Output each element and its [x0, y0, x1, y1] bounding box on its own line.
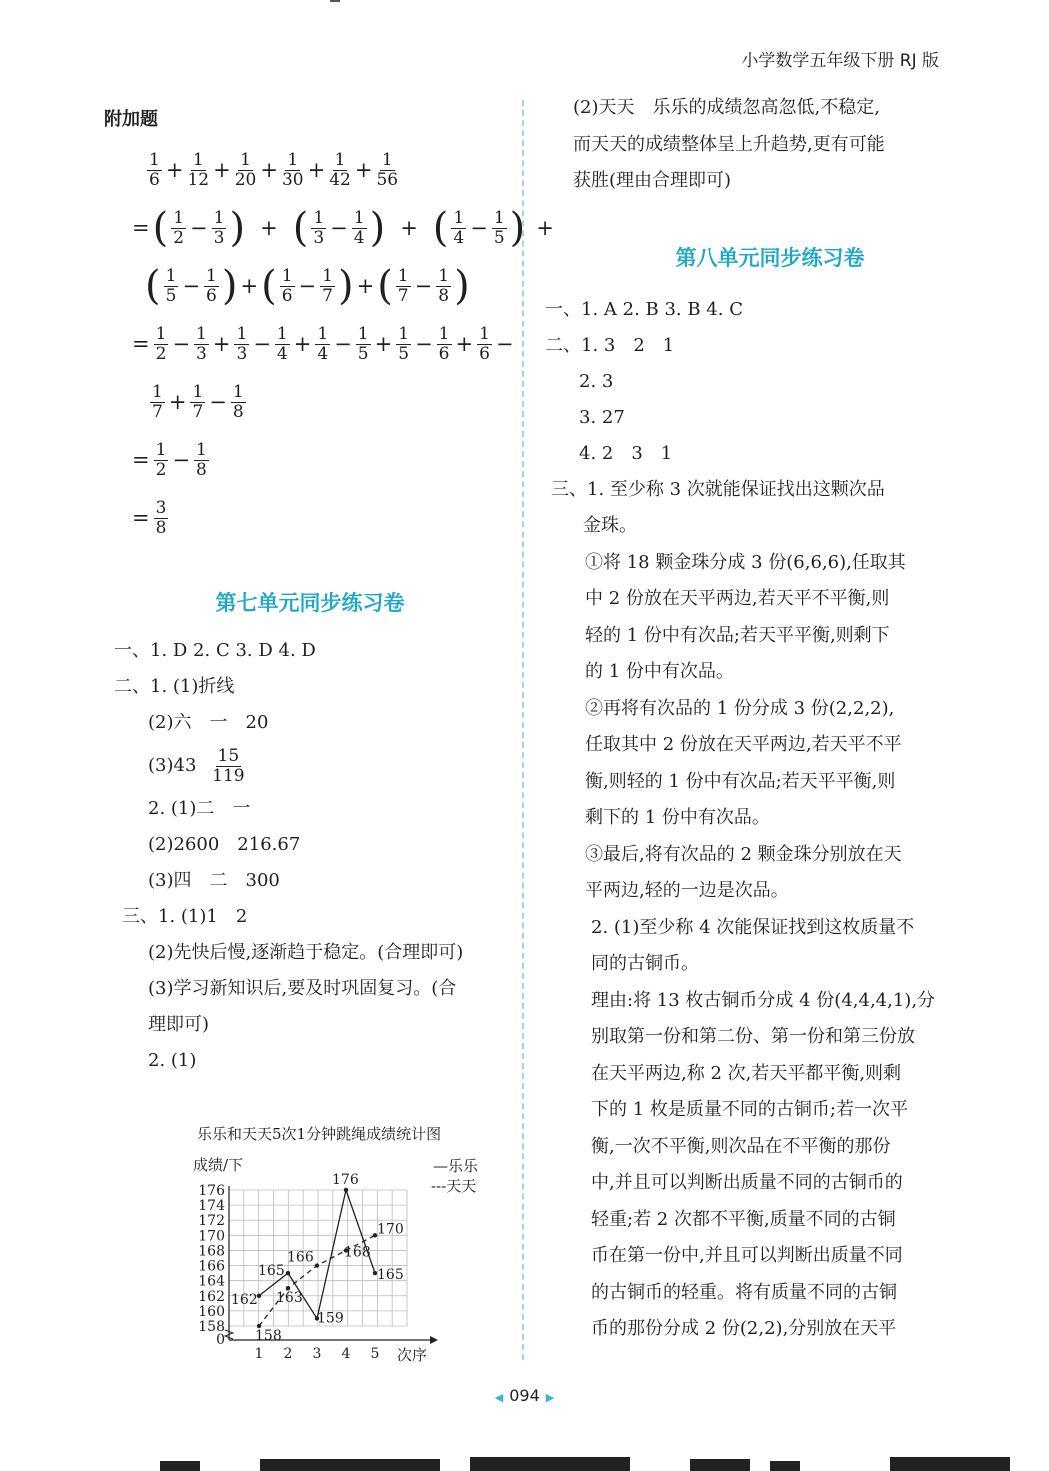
y-tick-label: 166	[198, 1258, 225, 1275]
answer-line: 金珠。	[583, 515, 637, 536]
answer-line: 轻重;若 2 次都不平衡,质量不同的古铜	[591, 1208, 896, 1230]
answer-line: 中,并且可以判断出质量不同的古铜币的	[591, 1172, 903, 1193]
y-tick-label: 172	[198, 1213, 225, 1230]
line-chart	[185, 1118, 535, 1368]
math-line-4: = $\frac{1}{2}$ − $\frac{1}{3}$ + $\frac{1}{3}$ − $\frac{1}{4}$ + $\frac{1}{4}$ − $\frac{1}{5}$ + $\frac{1}{5}$ − $\frac{1}{6}$ + $\frac{1}{6}$ −	[132, 323, 514, 364]
fraction: $\frac{1}{42}$	[329, 149, 351, 190]
data-label: 170	[377, 1221, 404, 1238]
data-label: 165	[377, 1267, 404, 1284]
equals-sign: =	[132, 332, 150, 356]
legend-entry: —乐乐	[433, 1157, 479, 1175]
unit8-title: 第八单元同步练习卷	[675, 245, 865, 270]
y-tick-label: 0	[216, 1332, 225, 1348]
answer-line: 4. 2 3 1	[579, 442, 673, 464]
left-column	[100, 105, 554, 1079]
answer-line: (2)六 一 20	[148, 712, 269, 733]
answer-line: 下的 1 枚是质量不同的古铜币;若一次平	[591, 1099, 908, 1120]
data-label: 176	[332, 1172, 359, 1188]
answer-line: 2. (1)	[148, 1050, 197, 1071]
unit7-continuation	[545, 90, 985, 200]
y-axis-label: 成绩/下	[193, 1156, 244, 1174]
answer-line: 的 1 份中有次品。	[585, 661, 734, 682]
unit8-answers	[545, 292, 985, 472]
fraction: $\frac{1}{20}$	[234, 149, 257, 190]
answer-line: 而天天的成绩整体呈上升趋势,更有可能	[573, 133, 885, 155]
answer-line: 理即可)	[148, 1014, 210, 1035]
y-tick-label: 168	[198, 1243, 225, 1260]
data-label: 163	[276, 1290, 303, 1307]
x-tick-label: 4	[341, 1346, 351, 1362]
unit7-answers	[100, 633, 520, 1079]
right-arrow-icon: ▶	[545, 1391, 555, 1404]
x-axis-arrow	[430, 1336, 438, 1344]
answer-line: 币在第一份中,并且可以判断出质量不同	[591, 1245, 903, 1266]
equals-sign: =	[132, 506, 150, 530]
answer-line: ①将 18 颗金珠分成 3 份(6,6,6),任取其	[585, 551, 906, 573]
bonus-title: 附加题	[104, 109, 158, 130]
bottom-scan-artifact	[0, 1455, 1049, 1471]
answer-line: 同的古铜币。	[591, 953, 699, 974]
answer-line: (3)学习新知识后,要及时巩固复习。(合	[148, 978, 457, 999]
answer-line: 2. (1)二 一	[148, 798, 251, 819]
math-line-7: = $\frac{3}{8}$	[132, 497, 167, 538]
page-footer	[0, 1386, 1049, 1405]
unit7-title: 第七单元同步练习卷	[215, 591, 405, 615]
answer-line: 一、1. D 2. C 3. D 4. D	[114, 640, 316, 661]
answer-line: (2)2600 216.67	[148, 834, 301, 855]
fraction: $\frac{1}{6}$	[149, 149, 160, 190]
y-tick-label: 170	[198, 1228, 225, 1245]
top-mark	[330, 0, 340, 2]
y-tick-label: 158	[198, 1319, 225, 1335]
answer-line: (2)天天 乐乐的成绩忽高忽低,不稳定,	[573, 97, 880, 118]
answer-line: 轻的 1 份中有次品;若天平平衡,则剩下	[585, 624, 890, 646]
answer-line: 币的那份分成 2 份(2,2),分别放在天平	[591, 1318, 897, 1339]
data-point	[344, 1188, 348, 1192]
math-line-1: $\frac{1}{6}$ + $\frac{1}{12}$ + $\frac{1}{20}$ + $\frac{1}{30}$ + $\frac{1}{42}$ + $\frac{1}{56}$	[149, 149, 399, 190]
x-tick-label: 5	[370, 1346, 380, 1362]
chart-svg	[185, 1118, 535, 1368]
answer-line: 平两边,轻的一边是次品。	[585, 880, 789, 901]
data-label: 168	[344, 1244, 371, 1261]
fraction: $\frac{15}{119}$	[212, 745, 245, 786]
answer-line: 别取第一份和第二份、第一份和第三份放	[591, 1026, 915, 1047]
data-label: 162	[231, 1291, 258, 1308]
fraction: $\frac{1}{30}$	[281, 149, 304, 190]
legend-entry: ---天天	[431, 1177, 477, 1195]
y-tick-label: 162	[198, 1288, 225, 1305]
answer-line: 任取其中 2 份放在天平两边,若天平不平	[585, 734, 902, 755]
answer-line: ③最后,将有次品的 2 颗金珠分别放在天	[585, 843, 902, 865]
data-label: 159	[317, 1310, 344, 1327]
math-line-5: $\frac{1}{7}$ + $\frac{1}{7}$ − $\frac{1}{8}$	[152, 381, 244, 422]
page-number: 094	[509, 1386, 540, 1405]
math-line-2: = ( $\frac{1}{2}$ − $\frac{1}{3}$ ) + ( $\frac{1}{3}$ − $\frac{1}{4}$ ) + ( $\frac{1}{4}$ − $\frac{1}{5}$ ) +	[132, 205, 554, 251]
y-tick-label: 160	[198, 1303, 225, 1320]
bonus-solution	[100, 141, 554, 547]
fraction: $\frac{1}{12}$	[187, 149, 210, 190]
data-point	[315, 1263, 319, 1267]
chart-title: 乐乐和天天5次1分钟跳绳成绩统计图	[197, 1125, 442, 1143]
y-tick-label: 174	[198, 1198, 225, 1215]
answer-line: 二、1. 3 2 1	[545, 334, 675, 356]
math-line-3: ( $\frac{1}{5}$ − $\frac{1}{6}$ ) + ( $\frac{1}{6}$ − $\frac{1}{7}$ ) + ( $\frac{1}{7}$ − $\frac{1}{8}$ )	[145, 263, 470, 309]
equals-sign: =	[132, 216, 150, 240]
data-label: 158	[255, 1328, 282, 1344]
answer-line: 剩下的 1 份中有次品。	[585, 807, 770, 828]
answer-line: 在天平两边,称 2 次,若天平都平衡,则剩	[591, 1062, 902, 1084]
answer-line: (3)四 二 300	[148, 870, 280, 891]
answer-line: (3)43 $\frac{15}{119}$	[148, 745, 245, 786]
answer-line: 获胜(理由合理即可)	[573, 170, 732, 191]
answer-line: 二、1. (1)折线	[114, 676, 235, 697]
answer-line: 三、1. (1)1 2	[122, 906, 248, 927]
data-point	[286, 1271, 290, 1275]
x-tick-label: 3	[312, 1346, 322, 1362]
y-tick-label: 164	[198, 1273, 225, 1290]
x-tick-label: 2	[283, 1346, 293, 1362]
answer-line: 理由:将 13 枚古铜币分成 4 份(4,4,4,1),分	[591, 989, 936, 1011]
answer-line: ②再将有次品的 1 份分成 3 份(2,2,2),	[585, 697, 895, 719]
answer-line: 3. 27	[579, 406, 625, 428]
answer-line: 衡,一次不平衡,则次品在不平衡的那份	[591, 1135, 891, 1157]
answer-line: (2)先快后慢,逐渐趋于稳定。(合理即可)	[148, 942, 464, 963]
answer-line: 衡,则轻的 1 份中有次品;若天平平衡,则	[585, 770, 896, 792]
data-label: 165	[258, 1263, 285, 1280]
answer-line: 的古铜币的轻重。将有质量不同的古铜	[591, 1281, 897, 1303]
data-label: 166	[287, 1249, 314, 1266]
right-column	[545, 90, 985, 1348]
y-tick-label: 176	[198, 1183, 225, 1199]
book-header: 小学数学五年级下册 RJ 版	[741, 51, 939, 71]
unit8-q3-answers	[545, 472, 985, 1348]
equals-sign: =	[132, 448, 150, 472]
left-arrow-icon: ◀	[494, 1391, 504, 1404]
answer-line: 2. 3	[579, 370, 614, 392]
x-axis-label: 次序	[397, 1346, 428, 1364]
math-line-6: = $\frac{1}{2}$ − $\frac{1}{8}$	[132, 439, 207, 480]
fraction: $\frac{1}{56}$	[376, 149, 399, 190]
x-tick-label: 1	[254, 1346, 264, 1362]
answer-line: 中 2 份放在天平两边,若天平不平衡,则	[585, 588, 890, 609]
axis-break	[225, 1330, 233, 1339]
answer-line: 2. (1)至少称 4 次能保证找到这枚质量不	[591, 916, 915, 938]
answer-line: 三、1. 至少称 3 次就能保证找出这颗次品	[551, 478, 885, 500]
answer-line: 一、1. A 2. B 3. B 4. C	[545, 298, 743, 320]
